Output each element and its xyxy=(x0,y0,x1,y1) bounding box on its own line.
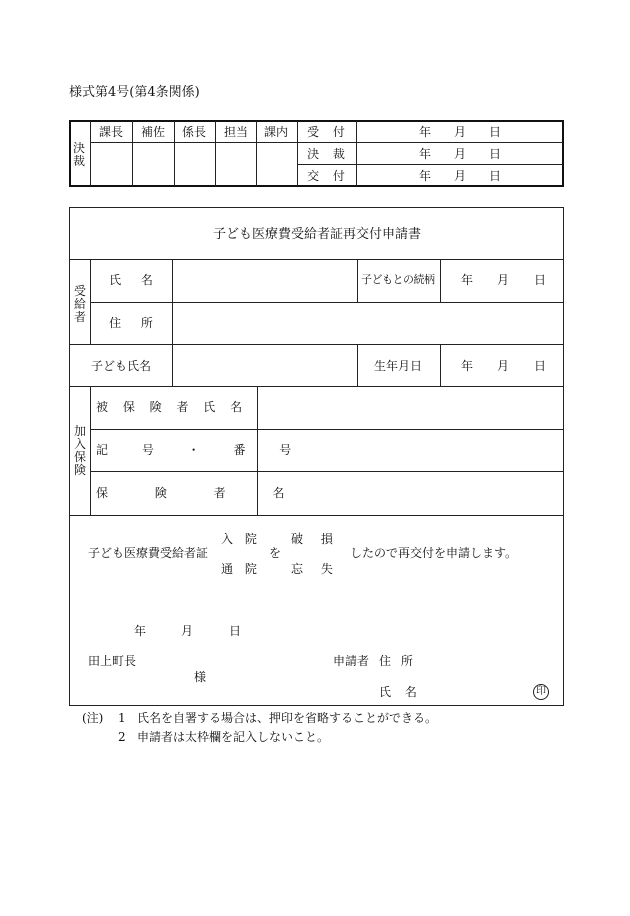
role-kanai: 課内 xyxy=(263,125,289,139)
row2-month: 月 xyxy=(453,147,467,161)
insured-name-field[interactable] xyxy=(258,387,563,429)
role-hosa: 補佐 xyxy=(140,125,166,139)
form-number: 様式第4号(第4条関係) xyxy=(69,85,200,100)
row2-day: 日 xyxy=(488,147,502,161)
note-2-text: 申請者は太枠欄を記入しないこと。 xyxy=(137,730,330,744)
addressee: 田上町長 xyxy=(88,654,137,668)
insurance-side-label: 加入保険 xyxy=(73,424,86,477)
seal-icon: 印 xyxy=(533,684,549,700)
role-kacho: 課長 xyxy=(98,125,124,139)
child-name-field[interactable] xyxy=(173,345,357,386)
notes-prefix: (注) xyxy=(82,711,104,725)
insured-name-label: 被 保 険 者 氏 名 xyxy=(96,400,243,414)
row1-year: 年 xyxy=(418,125,432,139)
note-2-number: 2 xyxy=(118,730,126,744)
note-1-number: 1 xyxy=(118,711,126,725)
reason-boshitsu: 忘 失 xyxy=(291,562,333,576)
name-field[interactable] xyxy=(173,260,357,302)
reason-hason: 破 損 xyxy=(291,532,333,546)
birth-day: 日 xyxy=(533,359,547,373)
name-label: 氏 名 xyxy=(109,273,153,287)
statement-particle: を xyxy=(269,546,282,560)
role-kakaricho: 係長 xyxy=(181,125,207,139)
relation-year: 年 xyxy=(460,273,474,287)
row-label-uketsuke: 受 付 xyxy=(307,125,345,139)
birth-month: 月 xyxy=(496,359,510,373)
applicant-label: 申請者 xyxy=(333,654,370,668)
row3-day: 日 xyxy=(488,169,502,183)
row3-month: 月 xyxy=(453,169,467,183)
option-tsuin: 通 院 xyxy=(221,562,257,576)
address-label: 住 所 xyxy=(109,316,153,330)
address-field[interactable] xyxy=(173,303,563,344)
birthdate-label: 生年月日 xyxy=(373,359,423,373)
honorific: 様 xyxy=(194,670,207,684)
symbol-number-field[interactable] xyxy=(258,430,563,471)
statement-prefix: 子ども医療費受給者証 xyxy=(88,546,209,560)
statement-suffix: したので再交付を申請します。 xyxy=(350,546,518,560)
role-tanto: 担当 xyxy=(223,125,249,139)
sign-month: 月 xyxy=(180,624,194,638)
note-1-text: 氏名を自署する場合は、押印を省略することができる。 xyxy=(137,711,438,725)
row3-year: 年 xyxy=(418,169,432,183)
recipient-side-label: 受給者 xyxy=(73,284,86,324)
row-label-kessai: 決 裁 xyxy=(307,147,345,161)
sign-day: 日 xyxy=(228,624,242,638)
sign-year: 年 xyxy=(133,624,147,638)
insurer-field[interactable] xyxy=(258,472,563,515)
relation-day: 日 xyxy=(533,273,547,287)
relation-month: 月 xyxy=(496,273,510,287)
relation-label: 子どもとの続柄 xyxy=(361,273,435,286)
applicant-address-label: 住 所 xyxy=(379,654,413,668)
approval-side-label: 決裁 xyxy=(72,141,85,168)
row1-day: 日 xyxy=(488,125,502,139)
symbol-number-label: 記 号 ・ 番 号 xyxy=(96,443,292,457)
row1-month: 月 xyxy=(453,125,467,139)
form-title: 子ども医療費受給者証再交付申請書 xyxy=(212,227,422,242)
applicant-name-label: 氏 名 xyxy=(379,685,417,699)
row-label-kofu: 交 付 xyxy=(307,169,345,183)
child-name-label: 子ども氏名 xyxy=(90,359,152,373)
insurer-label: 保 険 者 名 xyxy=(96,486,285,500)
option-nyuin: 入 院 xyxy=(221,532,257,546)
birth-year: 年 xyxy=(460,359,474,373)
row2-year: 年 xyxy=(418,147,432,161)
